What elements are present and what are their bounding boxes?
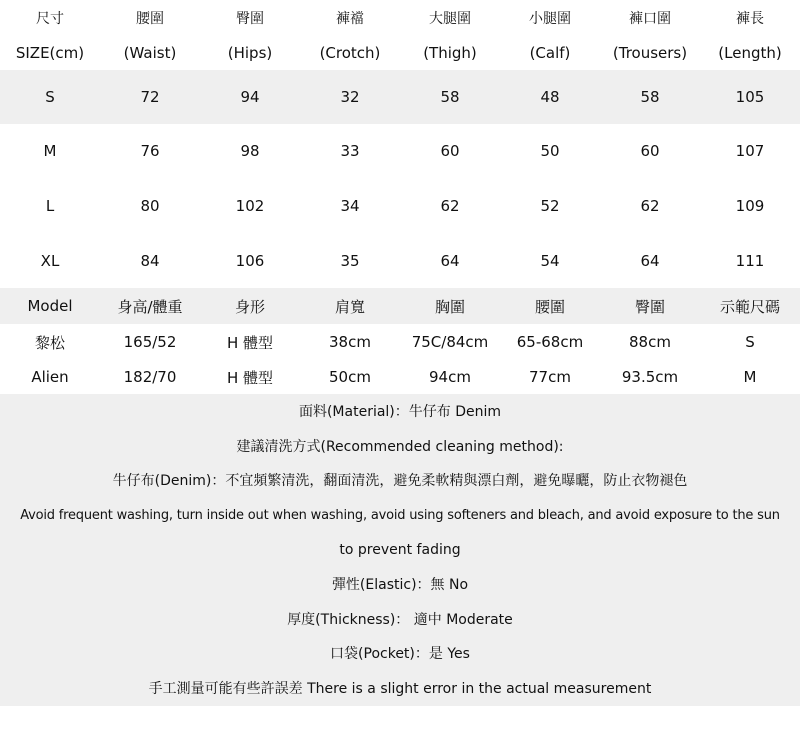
header-cell: 小腿圍 [529,11,571,27]
table-cell: 94 [240,88,260,106]
header-cell: (Waist) [123,44,177,62]
table-cell: 54 [540,252,560,270]
header-cell: (Trousers) [612,44,688,62]
table-cell: 93.5cm [621,368,679,386]
cleaning-instructions-en-cont: to prevent fading [339,541,461,558]
size-header-cn-row [0,0,800,36]
table-cell: Alien [31,368,69,386]
header-cell: 示範尺碼 [719,297,780,316]
cleaning-instructions-cn: 牛仔布(Denim)：不宜頻繁清洗，翻面清洗，避免柔軟精與漂白劑，避免曝曬，防止衣物褪色 [112,473,688,490]
header-cell: 肩寬 [334,297,365,316]
product-info-block [0,394,800,706]
header-cell: 臀圍 [236,11,264,27]
cleaning-instructions-en: Avoid frequent washing, turn inside out when washing, avoid using softeners and bleach, and avoid exposure to the sun [20,507,780,523]
table-cell: 60 [440,142,460,160]
table-cell: 98 [240,142,260,160]
header-cell: (Crotch) [319,44,381,62]
table-cell: L [45,197,55,215]
thickness-line: 厚度(Thickness)： 適中 Moderate [287,611,513,628]
table-cell: 33 [340,142,360,160]
header-cell: 臀圍 [634,297,665,316]
table-cell: 182/70 [123,368,177,386]
size-header-en-row [0,36,800,70]
table-cell: 62 [440,197,460,215]
model-row [0,324,800,360]
header-cell: 褲長 [736,11,764,27]
table-cell: 107 [735,142,765,160]
table-cell: 106 [235,252,265,270]
table-cell: 35 [340,252,360,270]
table-cell: 165/52 [123,333,177,351]
table-cell: H 體型 [226,368,274,387]
table-cell: S [745,333,755,351]
table-cell: XL [40,252,60,270]
header-cell: (Length) [718,44,782,62]
table-cell: 58 [640,88,660,106]
size-row-s [0,70,800,124]
size-row-l [0,179,800,233]
table-cell: 黎松 [34,333,65,352]
table-cell: 84 [140,252,160,270]
table-cell: 32 [340,88,360,106]
table-cell: H 體型 [226,333,274,352]
table-cell: 109 [735,197,765,215]
header-cell: Model [27,297,73,315]
table-cell: 34 [340,197,360,215]
header-cell: SIZE(cm) [15,44,85,62]
header-cell: 大腿圍 [429,11,471,27]
table-cell: 50cm [329,368,371,386]
table-cell: S [45,88,55,106]
header-cell: 尺寸 [36,11,64,27]
header-cell: 身高/體重 [117,297,183,316]
table-cell: M [43,142,57,160]
measurement-note: 手工測量可能有些許誤差 There is a slight error in the actual measurement [148,681,652,698]
header-cell: 腰圍 [136,11,164,27]
table-cell: 58 [440,88,460,106]
header-cell: (Hips) [227,44,273,62]
header-cell: (Calf) [529,44,571,62]
table-cell: 94cm [429,368,471,386]
header-cell: 身形 [234,297,265,316]
table-cell: M [743,368,757,386]
header-cell: 褲口圍 [629,11,671,27]
table-cell: 48 [540,88,560,106]
table-cell: 65-68cm [516,333,584,351]
table-cell: 60 [640,142,660,160]
material-line: 面料(Material)：牛仔布 Denim [298,404,502,421]
table-cell: 76 [140,142,160,160]
header-cell: 腰圍 [534,297,565,316]
header-cell: (Thigh) [423,44,477,62]
table-cell: 88cm [629,333,671,351]
table-cell: 80 [140,197,160,215]
table-cell: 38cm [329,333,371,351]
table-cell: 72 [140,88,160,106]
pocket-line: 口袋(Pocket)：是 Yes [330,646,470,663]
header-cell: 褲襠 [336,11,364,27]
model-header-row [0,288,800,324]
table-cell: 64 [640,252,660,270]
table-cell: 105 [735,88,765,106]
size-row-m [0,124,800,178]
size-row-xl [0,234,800,288]
table-cell: 111 [735,252,765,270]
table-cell: 64 [440,252,460,270]
table-cell: 50 [540,142,560,160]
cleaning-method-title: 建議清洗方式(Recommended cleaning method): [236,438,564,455]
table-cell: 62 [640,197,660,215]
table-cell: 77cm [529,368,571,386]
table-cell: 102 [235,197,265,215]
header-cell: 胸圍 [434,297,465,316]
table-cell: 52 [540,197,560,215]
table-cell: 75C/84cm [411,333,489,351]
elastic-line: 彈性(Elastic)：無 No [331,577,469,594]
model-row [0,359,800,395]
